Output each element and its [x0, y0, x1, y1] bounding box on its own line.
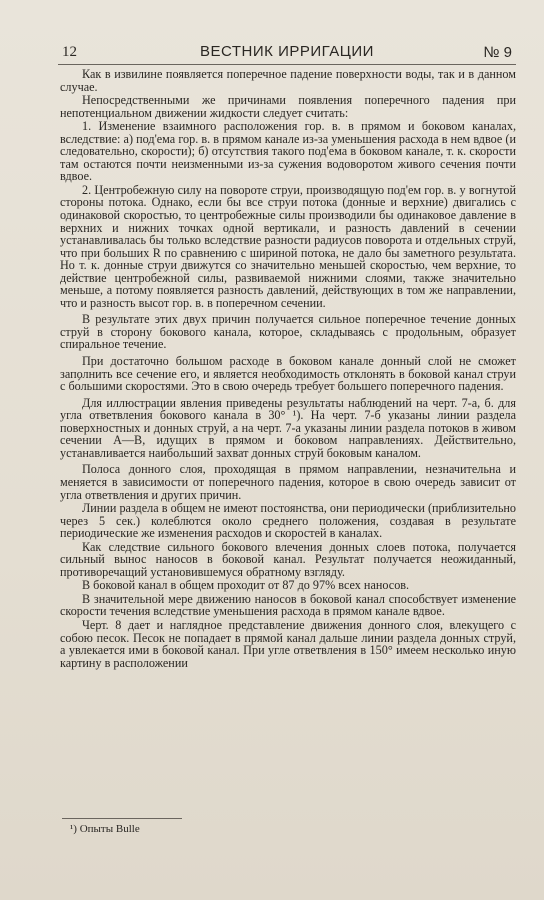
paragraph: Непосредственными же причинами появления поперечного падения при непотенциальном движении жидкости следует считать:	[60, 93, 516, 120]
running-header	[58, 42, 516, 65]
footnote-rule	[62, 818, 182, 819]
paragraph: Как следствие сильного бокового влечения донных слоев потока, получается сильный вынос наносов в боковой канал. Результат получается неожиданный, противоречащий установившемуся обратному взгляду.	[60, 539, 516, 579]
article-body	[60, 68, 516, 673]
paragraph: При достаточно большом расходе в боковом канале донный слой не сможет заполнить все сечение его, и является необходимость отклонять в боковой канал струи с бо́льшими скоростями. Это в свою очередь требует большего поперечного падения.	[60, 354, 516, 394]
journal-title: ВЕСТНИК ИРРИГАЦИИ	[200, 43, 374, 60]
footnote: ¹) Опыты Bulle	[70, 823, 140, 835]
paragraph: В боковой канал в общем проходит от 87 до 97% всех наносов.	[82, 578, 410, 593]
paragraph: В результате этих двух причин получается сильное поперечное течение донных струй в сторону бокового канала, которое, складываясь с продольным, образует спиральное течение.	[60, 312, 516, 352]
paragraph: Для иллюстрации явления приведены результаты наблюдений на черт. 7-а, б. для угла ответвления бокового канала в 30° ¹). На черт. 7-б указаны линии раздела поверхностных и донных струй, а на черт. 7-а указаны линии раздела потоков в живом сечении А—В, идущих в прямом и боковом направлениях. Действительно, устанавливается наибольший захват донных струй боковым каналом.	[60, 395, 516, 460]
paragraph: 2. Центробежную силу на повороте струи, производящую под'ем гор. в. у вогнутой стороны потока. Однако, если бы все струи потока (донные и верхние) двигались с одинаковой скоростью, то центробежные силы производили бы одинаковое давление в верхних и нижних точках одной вертикали, и разность давлений в сечении устанавливалась бы только вследствие разности радиусов поворота и отдельных струй, что при больших R по сравнению с шириной потока, не дало бы заметного результата. Но т. к. донные струи движутся со значительно меньшей скоростью, чем верхние, то действие центробежной силы, развиваемой нижними слоями, также значительно меньше, а потому появляется разность давлений, действующих в том же направлении, что и разность высот гор. в. в поперечном сечении.	[60, 182, 516, 310]
paragraph: Линии раздела в общем не имеют постоянства, они периодически (приблизительно через 5 сек.) колеблются около среднего положения, создавая в результате периодические же изменения расходов и скоростей в каналах.	[60, 501, 516, 541]
issue-number: № 9	[483, 44, 512, 61]
page-number: 12	[62, 44, 77, 60]
paragraph: Как в извилине появляется поперечное падение поверхности воды, так и в данном случае.	[60, 67, 516, 94]
paragraph: В значительной мере движению наносов в боковой канал способствует изменение скорости течения вследствие уменьшения расхода в прямом канале вдвое.	[60, 591, 516, 619]
paragraph: Черт. 8 дает и наглядное представление движения донного слоя, влекущего с собою песок. Песок не попадает в прямой канал дальше линии раздела донных струй, а увлекается ими в боковой канал. При угле ответвления в 150° имеем несколько иную картину в расположении	[60, 617, 516, 670]
paragraph: 1. Изменение взаимного расположения гор. в. в прямом и боковом каналах, вследствие: а) под'ема гор. в. в прямом канале из-за уменьшения расхода в нем вдвое (и следовательно, скорости); б) отсутствия такого под'ема в боковом канале, т. к. скорости там остаются почти неизменными из-за сужения водоворотом живого сечения почти вдвое.	[60, 119, 516, 184]
paragraph: Полоса донного слоя, проходящая в прямом направлении, незначительна и меняется в зависимости от поперечного падения, которое в свою очередь зависит от угла ответвления и других причин.	[60, 462, 516, 502]
